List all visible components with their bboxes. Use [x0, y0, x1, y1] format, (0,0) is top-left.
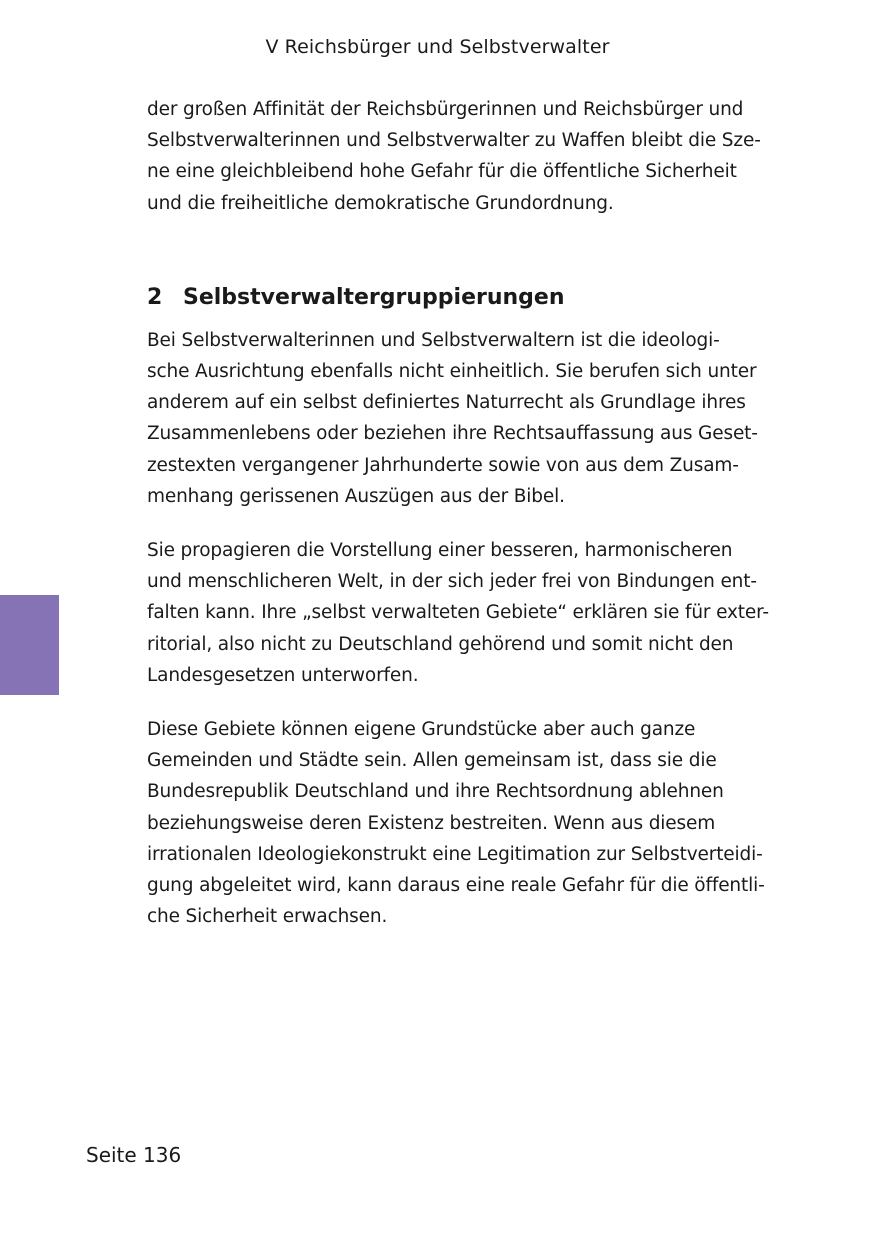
- intro-paragraph: [147, 94, 792, 219]
- section-number: 2: [147, 284, 163, 310]
- running-header: V Reichsbürger und Selbstverwalter: [265, 36, 610, 58]
- body-paragraph-2: [147, 535, 792, 691]
- text-line: falten kann. Ihre „selbst verwalteten Gebiete“ erklären sie für exter-: [147, 602, 769, 624]
- text-line: zestexten vergangener Jahrhunderte sowie von aus dem Zusam-: [147, 454, 739, 476]
- section-heading: [147, 283, 792, 313]
- text-line: anderem auf ein selbst definiertes Naturrecht als Grundlage ihres: [147, 392, 746, 414]
- text-line: und menschlicheren Welt, in der sich jeder frei von Bindungen ent-: [147, 571, 757, 593]
- text-line: Zusammenlebens oder beziehen ihre Rechtsauffassung aus Geset-: [147, 423, 758, 445]
- text-line: gung abgeleitet wird, kann daraus eine reale Gefahr für die öffentli-: [147, 875, 765, 897]
- text-line: Selbstverwalterinnen und Selbstverwalter zu Waffen bleibt die Sze-: [147, 130, 761, 152]
- text-line: sche Ausrichtung ebenfalls nicht einheitlich. Sie berufen sich unter: [147, 361, 757, 383]
- text-line: Bundesrepublik Deutschland und ihre Rechtsordnung ablehnen: [147, 781, 724, 803]
- text-line: ne eine gleichbleibend hohe Gefahr für die öffentliche Sicherheit: [147, 161, 737, 183]
- text-line: Gemeinden und Städte sein. Allen gemeinsam ist, dass sie die: [147, 750, 717, 772]
- chapter-tab-marker: [0, 595, 59, 695]
- section-title: Selbstverwaltergruppierungen: [183, 284, 565, 310]
- body-paragraph-3: [147, 714, 792, 932]
- text-line: menhang gerissenen Auszügen aus der Bibel.: [147, 485, 565, 507]
- body-paragraph-1: [147, 325, 792, 512]
- text-line: Bei Selbstverwalterinnen und Selbstverwaltern ist die ideologi-: [147, 329, 720, 351]
- text-line: und die freiheitliche demokratische Grundordnung.: [147, 192, 614, 214]
- text-line: Sie propagieren die Vorstellung einer besseren, harmonischeren: [147, 540, 733, 562]
- text-line: beziehungsweise deren Existenz bestreiten. Wenn aus diesem: [147, 812, 716, 834]
- text-line: irrationalen Ideologiekonstrukt eine Legitimation zur Selbstverteidi-: [147, 843, 763, 865]
- text-line: der großen Affinität der Reichsbürgerinnen und Reichsbürger und: [147, 99, 744, 120]
- page-body: [147, 94, 792, 932]
- text-line: ritorial, also nicht zu Deutschland gehörend und somit nicht den: [147, 633, 734, 655]
- text-line: che Sicherheit erwachsen.: [147, 906, 388, 928]
- page-number: Seite 136: [86, 1143, 182, 1167]
- text-line: Diese Gebiete können eigene Grundstücke aber auch ganze: [147, 719, 696, 741]
- text-line: Landesgesetzen unterworfen.: [147, 664, 419, 686]
